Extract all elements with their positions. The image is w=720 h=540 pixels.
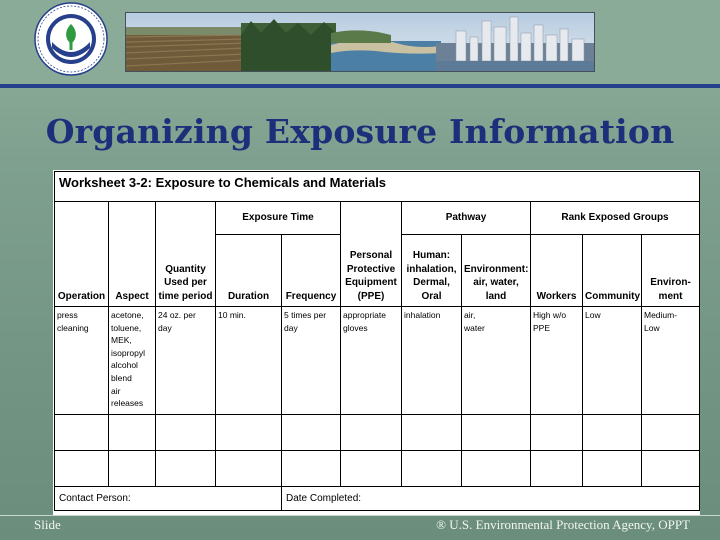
exposure-worksheet-table (54, 171, 700, 511)
cell-aspect: acetone, toluene, MEK, isopropyl alcohol blend air releases (109, 307, 156, 415)
contact-person-label: Contact Person: (55, 487, 282, 511)
cell-environ: Medium- Low (642, 307, 700, 415)
cell-ppe: appropriate gloves (341, 307, 402, 415)
col-community: Community (585, 290, 640, 302)
col-environment: Environment: air, water, land (462, 236, 531, 307)
cell-duration: 10 min. (216, 307, 282, 415)
header-rule (0, 84, 720, 88)
worksheet-panel (53, 170, 700, 516)
col-environ: Environ- ment (642, 236, 700, 307)
col-frequency: Frequency (285, 290, 337, 302)
col-ppe: Personal Protective Equipment (PPE) (341, 236, 402, 307)
cell-quantity: 24 oz. per day (156, 307, 216, 415)
rank-exposed-groups-header: Rank Exposed Groups (531, 202, 700, 235)
copyright-notice: ® U.S. Environmental Protection Agency, OPPT (436, 517, 690, 532)
slide-title: Organizing Exposure Information (45, 112, 675, 151)
col-workers: Workers (536, 290, 577, 302)
cell-operation: press cleaning (55, 307, 109, 415)
table-row-empty (55, 451, 700, 487)
footer-rule (0, 515, 720, 516)
col-human: Human: inhalation, Dermal, Oral (402, 236, 462, 307)
cell-community: Low (583, 307, 642, 415)
cell-environment: air, water (462, 307, 531, 415)
table-row-empty (55, 415, 700, 451)
exposure-time-header: Exposure Time (216, 202, 341, 235)
worksheet-title: Worksheet 3-2: Exposure to Chemicals and Materials (55, 172, 700, 202)
date-completed-label: Date Completed: (282, 487, 700, 511)
col-duration: Duration (227, 290, 270, 302)
cell-human: inhalation (402, 307, 462, 415)
pathway-header: Pathway (402, 202, 531, 235)
slide-label: Slide (34, 517, 61, 532)
epa-seal-logo (34, 2, 108, 76)
col-aspect: Aspect (115, 290, 149, 302)
col-quantity: Quantity Used per time period (156, 236, 216, 307)
table-row (55, 307, 700, 415)
landscape-banner (125, 12, 595, 72)
cell-workers: High w/o PPE (531, 307, 583, 415)
col-operation: Operation (57, 290, 106, 302)
cell-frequency: 5 times per day (282, 307, 341, 415)
